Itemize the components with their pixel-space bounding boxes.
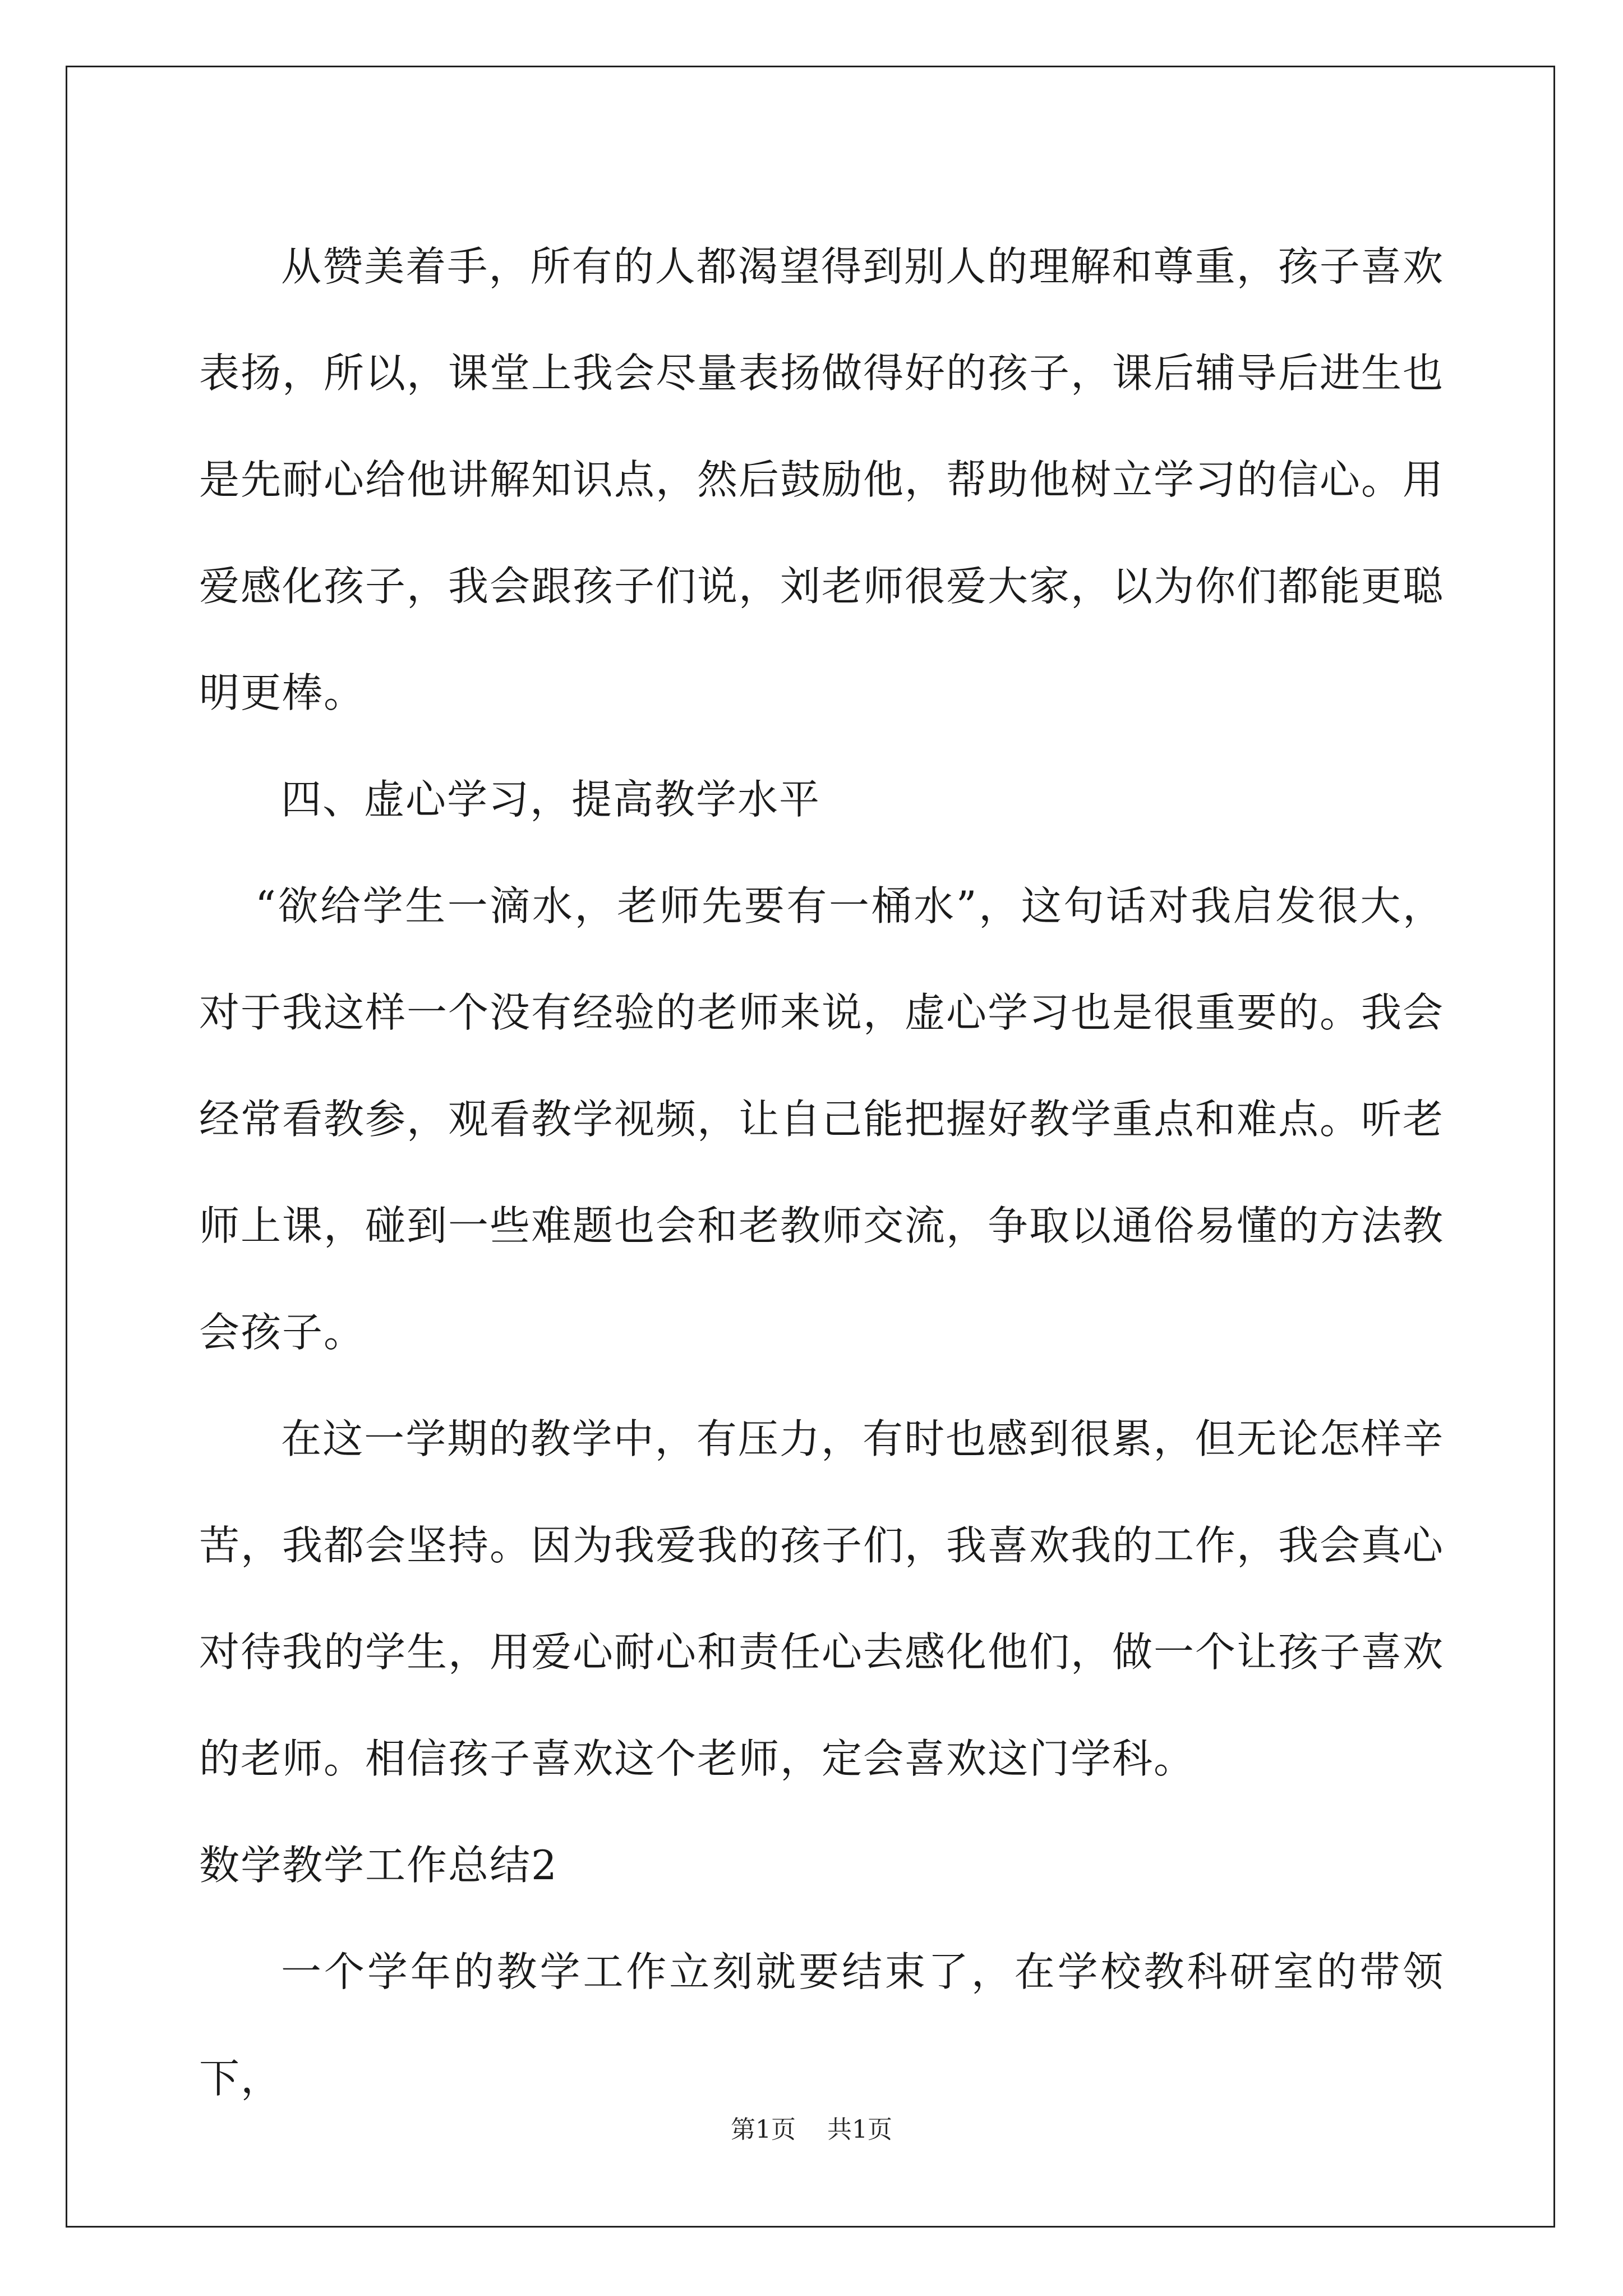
section-heading-four: 四、虚心学习，提高教学水平 xyxy=(281,776,821,823)
paragraph-school-year: 一个学年的教学工作立刻就要结束了，在学校教科研室的带领下， xyxy=(199,1948,1444,2102)
paragraph-humble-learning: “欲给学生一滴水，老师先要有一桶水”，这句话对我启发很大，对于我这样一个没有经验的老师来说，虚心学习也是很重要的。我会经常看教参，观看教学视频，让自己能把握好教学重点和难点。听老师上课，碰到一些难题也会和老教师交流，争取以通俗易懂的方法教会孩子。 xyxy=(199,882,1445,1356)
page-number-current: 第1页 xyxy=(731,2115,796,2144)
page-footer xyxy=(0,2109,1623,2145)
page-number-total: 共1页 xyxy=(827,2115,892,2144)
paragraph-praise: 从赞美着手，所有的人都渴望得到别人的理解和尊重，孩子喜欢表扬，所以，课堂上我会尽量表扬做得好的孩子，课后辅导后进生也是先耐心给他讲解知识点，然后鼓励他，帮助他树立学习的信心。用爱感化孩子，我会跟孩子们说，刘老师很爱大家，以为你们都能更聪明更棒。 xyxy=(199,243,1445,716)
document-section-title: 数学教学工作总结2 xyxy=(199,1842,558,1889)
paragraph-semester-reflection: 在这一学期的教学中，有压力，有时也感到很累，但无论怎样辛苦，我都会坚持。因为我爱我的孩子们，我喜欢我的工作，我会真心对待我的学生，用爱心耐心和责任心去感化他们，做一个让孩子喜欢的老师。相信孩子喜欢这个老师，定会喜欢这门学科。 xyxy=(199,1415,1445,1782)
document-body xyxy=(199,213,1444,2132)
